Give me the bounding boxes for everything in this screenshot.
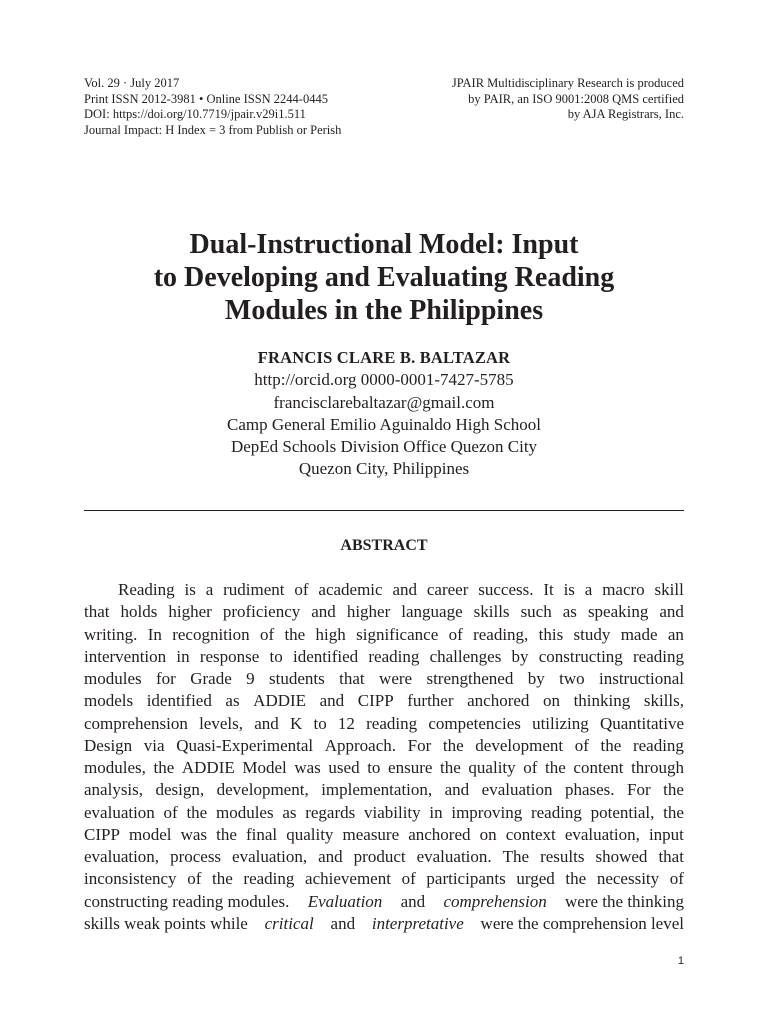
- author-location: Quezon City, Philippines: [298, 459, 470, 479]
- abstract-italic-term: comprehension: [443, 891, 547, 911]
- publisher-line-1: JPAIR Multidisciplinary Research is produced: [451, 76, 684, 90]
- abstract-line-6: models identified as ADDIE and CIPP further anchored on thinking skills,: [84, 691, 684, 711]
- section-divider: [84, 510, 684, 511]
- author-name: FRANCIS CLARE B. BALTAZAR: [257, 348, 511, 367]
- abstract-line-13: evaluation, process evaluation, and product evaluation. The results showed that: [84, 847, 684, 866]
- abstract-text: and: [400, 891, 426, 911]
- publisher-info: [452, 76, 684, 123]
- author-email: francisclarebaltazar@gmail.com: [273, 392, 495, 412]
- abstract-italic-term: interpretative: [371, 913, 464, 933]
- abstract-text: constructing reading modules.: [84, 891, 290, 911]
- abstract-text: were the thinking: [565, 891, 684, 911]
- abstract-text: and: [330, 913, 356, 933]
- page-number: 1: [677, 955, 684, 967]
- abstract-line-14: inconsistency of the reading achievement of participants urged the necessity of: [84, 869, 684, 889]
- author-affiliation-division: DepEd Schools Division Office Quezon City: [230, 437, 538, 457]
- volume-date: Vol. 29 · July 2017: [84, 76, 180, 90]
- abstract-line-3: writing. In recognition of the high significance of reading, this study made an: [84, 624, 684, 644]
- abstract-heading: ABSTRACT: [340, 537, 428, 554]
- title-line-3: Modules in the Philippines: [224, 295, 544, 326]
- abstract-italic-term: Evaluation: [307, 891, 383, 911]
- paper-title: [84, 228, 684, 327]
- publisher-line-2: by PAIR, an ISO 9001:2008 QMS certified: [468, 91, 684, 106]
- title-line-2: to Developing and Evaluating Reading: [153, 262, 615, 293]
- abstract-line-7: comprehension levels, and K to 12 reading competencies utilizing Quantitative: [84, 713, 684, 733]
- abstract-line-1: Reading is a rudiment of academic and career success. It is a macro skill: [118, 580, 684, 599]
- abstract-italic-term: critical: [264, 913, 314, 933]
- abstract-line-12: CIPP model was the final quality measure anchored on context evaluation, input: [84, 824, 684, 844]
- abstract-text: skills weak points while: [84, 913, 248, 933]
- abstract-text: were the comprehension level: [480, 913, 684, 933]
- doi-line: DOI: https://doi.org/10.7719/jpair.v29i1.511: [84, 107, 306, 121]
- abstract-line-8: Design via Quasi-Experimental Approach. For the development of the reading: [84, 735, 684, 755]
- author-orcid: http://orcid.org 0000-0001-7427-5785: [254, 370, 514, 390]
- abstract-line-15: [84, 891, 684, 913]
- abstract-body: [84, 579, 684, 935]
- abstract-line-10: analysis, design, development, implementation, and evaluation phases. For the: [84, 780, 684, 800]
- publisher-line-3: by AJA Registrars, Inc.: [567, 107, 684, 121]
- title-line-1: Dual-Instructional Model: Input: [189, 229, 579, 260]
- issn-line: Print ISSN 2012-3981 • Online ISSN 2244-0445: [84, 91, 328, 106]
- author-affiliation-school: Camp General Emilio Aguinaldo High School: [227, 414, 541, 434]
- author-block: [84, 347, 684, 481]
- impact-line: Journal Impact: H Index = 3 from Publish or Perish: [84, 122, 342, 137]
- abstract-line-11: evaluation of the modules as regards viability in improving reading potential, the: [84, 802, 684, 822]
- abstract-line-2: that holds higher proficiency and higher language skills such as speaking and: [84, 602, 684, 622]
- abstract-line-5: modules for Grade 9 students that were strengthened by two instructional: [84, 669, 684, 688]
- journal-info: [84, 76, 341, 138]
- abstract-line-4: intervention in response to identified reading challenges by constructing reading: [84, 646, 684, 666]
- abstract-line-16: [84, 913, 684, 935]
- abstract-line-9: modules, the ADDIE Model was used to ensure the quality of the content through: [84, 758, 684, 777]
